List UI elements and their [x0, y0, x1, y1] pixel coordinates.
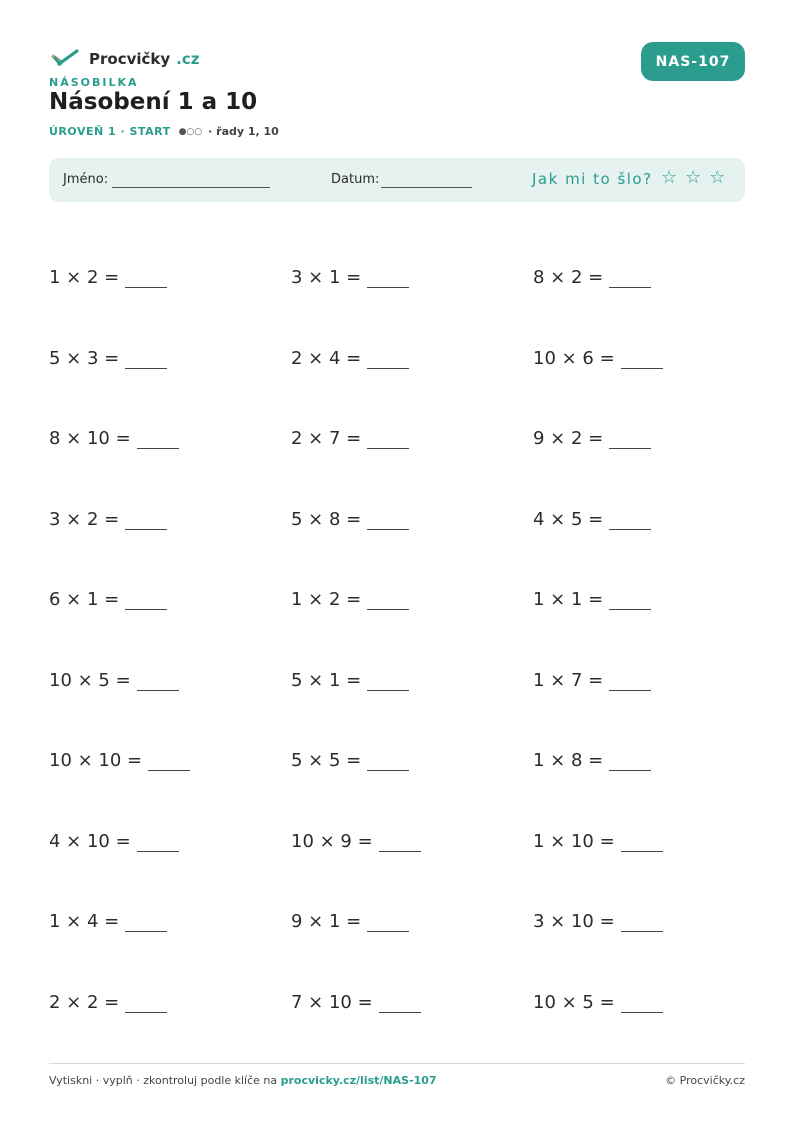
- problem-grid: [49, 253, 769, 1033]
- problem-expression: 5 × 8 =: [291, 508, 362, 530]
- category-label: NÁSOBILKA: [49, 76, 139, 89]
- problem-item: [49, 817, 179, 853]
- problem-expression: 5 × 1 =: [291, 669, 362, 691]
- answer-blank[interactable]: [137, 689, 179, 691]
- problem-item: [291, 334, 409, 370]
- problem-expression: 2 × 4 =: [291, 347, 362, 369]
- star-icon[interactable]: ☆: [661, 167, 678, 188]
- problem-expression: 10 × 9 =: [291, 830, 373, 852]
- problem-item: [291, 656, 409, 692]
- answer-blank[interactable]: [125, 930, 167, 932]
- rows-label: · řady 1, 10: [208, 125, 279, 138]
- problem-item: [533, 253, 651, 289]
- answer-blank[interactable]: [367, 930, 409, 932]
- answer-blank[interactable]: [621, 850, 663, 852]
- footer-copyright: © Procvičky.cz: [665, 1074, 745, 1087]
- answer-blank[interactable]: [609, 286, 651, 288]
- problem-item: [533, 414, 651, 450]
- answer-blank[interactable]: [148, 769, 190, 771]
- rating-label: Jak mi to šlo?: [532, 170, 653, 188]
- problem-item: [49, 334, 167, 370]
- problem-expression: 1 × 1 =: [533, 589, 604, 610]
- star-icon[interactable]: ☆: [685, 167, 702, 188]
- problem-expression: 5 × 5 =: [291, 750, 362, 771]
- footer-instructions: [49, 1074, 437, 1087]
- answer-blank[interactable]: [125, 608, 167, 610]
- problem-item: [533, 736, 651, 772]
- problem-item: [291, 817, 421, 853]
- problem-expression: 8 × 2 =: [533, 267, 604, 288]
- problem-expression: 4 × 5 =: [533, 508, 604, 530]
- footer-link[interactable]: procvicky.cz/list/NAS-107: [280, 1074, 437, 1087]
- problem-expression: 1 × 2 =: [291, 589, 362, 610]
- page-title: Násobení 1 a 10: [49, 89, 258, 115]
- problem-expression: 10 × 5 =: [49, 669, 131, 691]
- problem-item: [49, 253, 167, 289]
- problem-item: [533, 897, 663, 933]
- problem-expression: 2 × 7 =: [291, 428, 362, 449]
- problem-expression: 3 × 2 =: [49, 508, 120, 530]
- answer-blank[interactable]: [621, 930, 663, 932]
- brand-tld: .cz: [176, 50, 200, 68]
- answer-blank[interactable]: [609, 769, 651, 771]
- worksheet-code-badge: NAS-107: [641, 42, 745, 81]
- answer-blank[interactable]: [125, 528, 167, 530]
- answer-blank[interactable]: [609, 608, 651, 610]
- problem-item: [49, 575, 167, 611]
- problem-expression: 1 × 7 =: [533, 669, 604, 691]
- footer-text: Vytiskni · vyplň · zkontroluj podle klíče na: [49, 1074, 281, 1087]
- problem-expression: 9 × 2 =: [533, 428, 604, 449]
- star-icon[interactable]: ☆: [709, 167, 726, 188]
- brand-name: Procvičky: [89, 50, 171, 68]
- problem-expression: 10 × 6 =: [533, 347, 615, 369]
- answer-blank[interactable]: [367, 689, 409, 691]
- problem-expression: 1 × 2 =: [49, 267, 120, 288]
- answer-blank[interactable]: [379, 850, 421, 852]
- brand[interactable]: [49, 47, 199, 71]
- problem-item: [49, 414, 179, 450]
- problem-expression: 10 × 5 =: [533, 991, 615, 1013]
- problem-item: [49, 736, 190, 772]
- problem-item: [533, 495, 651, 531]
- problem-item: [49, 656, 179, 692]
- answer-blank[interactable]: [367, 367, 409, 369]
- level-label: ÚROVEŇ 1 · START: [49, 125, 171, 138]
- problem-item: [49, 897, 167, 933]
- problem-item: [533, 334, 663, 370]
- problem-expression: 3 × 10 =: [533, 911, 615, 932]
- answer-blank[interactable]: [367, 286, 409, 288]
- answer-blank[interactable]: [621, 367, 663, 369]
- problem-expression: 4 × 10 =: [49, 830, 131, 852]
- answer-blank[interactable]: [125, 1011, 167, 1013]
- problem-item: [49, 978, 167, 1014]
- problem-item: [291, 978, 421, 1014]
- answer-blank[interactable]: [137, 447, 179, 449]
- problem-expression: 1 × 4 =: [49, 911, 120, 932]
- level-dots: ●○○: [178, 126, 203, 137]
- problem-expression: 1 × 8 =: [533, 750, 604, 771]
- answer-blank[interactable]: [367, 447, 409, 449]
- problem-expression: 1 × 10 =: [533, 830, 615, 852]
- problem-expression: 7 × 10 =: [291, 991, 373, 1013]
- problem-expression: 5 × 3 =: [49, 347, 120, 369]
- problem-item: [291, 897, 409, 933]
- answer-blank[interactable]: [367, 608, 409, 610]
- date-label: Datum:: [331, 172, 380, 187]
- problem-expression: 10 × 10 =: [49, 750, 143, 771]
- name-label: Jméno:: [63, 172, 109, 187]
- footer-divider: [49, 1063, 745, 1064]
- date-field[interactable]: [381, 187, 472, 188]
- answer-blank[interactable]: [621, 1011, 663, 1013]
- name-field[interactable]: [112, 187, 270, 188]
- problem-item: [533, 817, 663, 853]
- problem-expression: 8 × 10 =: [49, 428, 131, 449]
- problem-item: [533, 575, 651, 611]
- answer-blank[interactable]: [367, 769, 409, 771]
- answer-blank[interactable]: [137, 850, 179, 852]
- problem-expression: 6 × 1 =: [49, 589, 120, 610]
- answer-blank[interactable]: [609, 528, 651, 530]
- problem-item: [291, 495, 409, 531]
- problem-item: [291, 414, 409, 450]
- problem-expression: 2 × 2 =: [49, 991, 120, 1013]
- answer-blank[interactable]: [609, 447, 651, 449]
- problem-item: [49, 495, 167, 531]
- answer-blank[interactable]: [367, 528, 409, 530]
- level-line: [49, 125, 279, 138]
- problem-item: [291, 253, 409, 289]
- pencil-check-icon: [49, 48, 79, 70]
- problem-expression: 9 × 1 =: [291, 911, 362, 932]
- problem-item: [533, 656, 651, 692]
- problem-item: [291, 736, 409, 772]
- student-info-bar: [49, 158, 745, 202]
- problem-expression: 3 × 1 =: [291, 267, 362, 288]
- answer-blank[interactable]: [379, 1011, 421, 1013]
- problem-item: [533, 978, 663, 1014]
- problem-item: [291, 575, 409, 611]
- answer-blank[interactable]: [125, 286, 167, 288]
- answer-blank[interactable]: [125, 367, 167, 369]
- rating-stars: [661, 167, 725, 188]
- answer-blank[interactable]: [609, 689, 651, 691]
